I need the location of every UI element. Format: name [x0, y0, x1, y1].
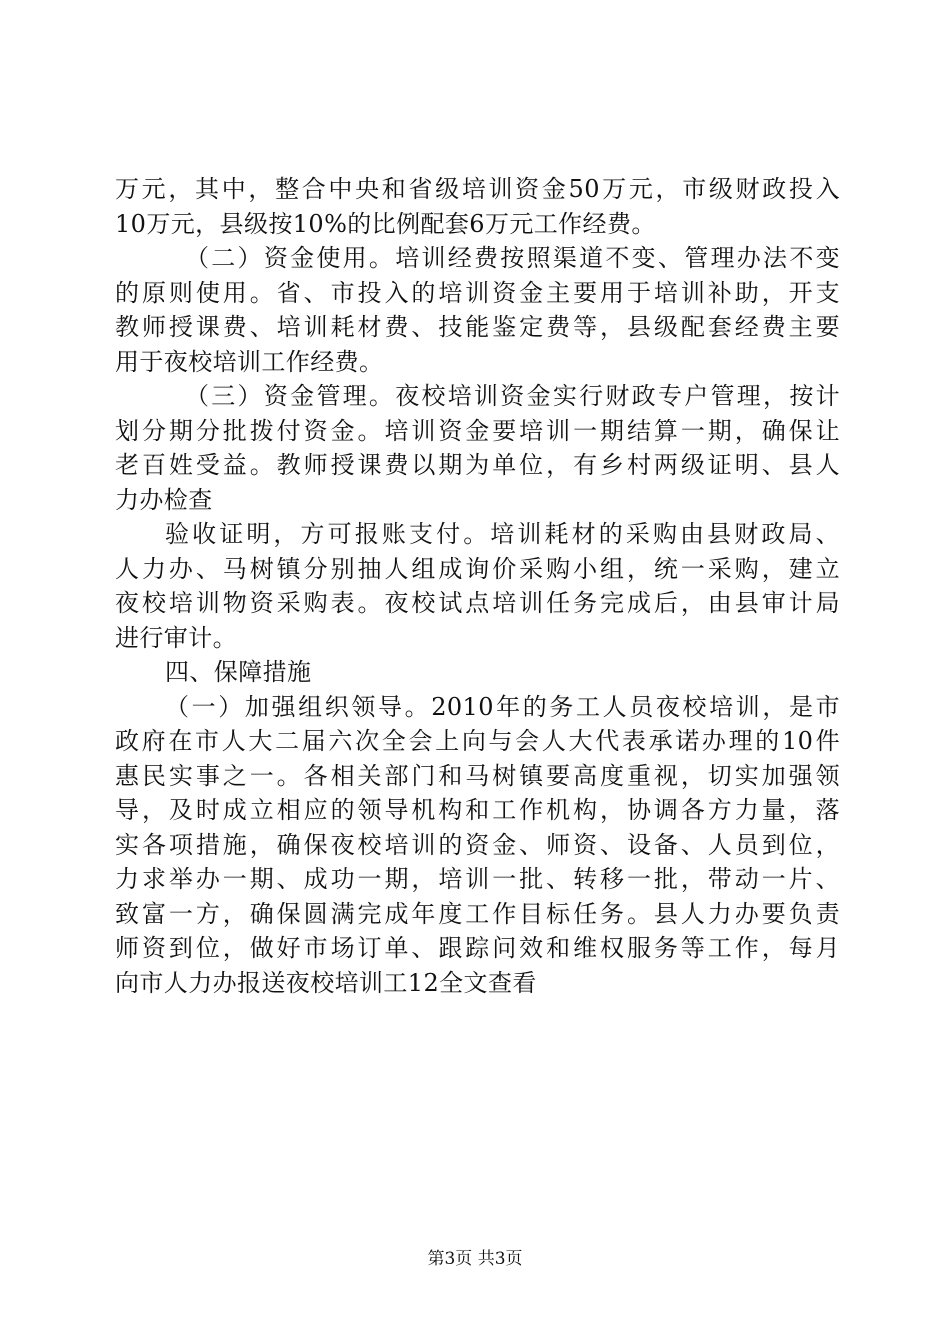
text-line: 向市人力办报送夜校培训工12全文查看	[115, 968, 537, 997]
text-line: 进行审计。	[115, 623, 237, 652]
text-line: 的原则使用。省、市投入的培训资金主要用于培训补助，开支	[115, 278, 840, 307]
text-line: 老百姓受益。教师授课费以期为单位，有乡村两级证明、县人	[115, 451, 840, 479]
page-number: 第3页 共3页	[427, 1249, 523, 1269]
text-line: 夜校培训物资采购表。夜校试点培训任务完成后，由县审计局	[115, 589, 840, 617]
document-body	[115, 172, 840, 1000]
text-line: 验收证明，方可报账支付。培训耗材的采购由县财政局、	[165, 520, 840, 548]
text-line: 10万元，县级按10%的比例配套6万元工作经费。	[115, 209, 656, 238]
text-line: 力办检查	[115, 485, 213, 514]
text-line: 人力办、马树镇分别抽人组成询价采购小组，统一采购，建立	[115, 554, 840, 583]
text-line: （一）加强组织领导。2010年的务工人员夜校培训，是市	[165, 692, 840, 721]
text-line: 力求举办一期、成功一期，培训一批、转移一批，带动一片、	[115, 865, 840, 893]
text-line: 用于夜校培训工作经费。	[115, 347, 384, 376]
text-line: 政府在市人大二届六次全会上向与会人大代表承诺办理的10件	[115, 727, 840, 755]
text-line: （三）资金管理。夜校培训资金实行财政专户管理，按计	[185, 382, 840, 410]
section-heading: 四、保障措施	[165, 658, 312, 686]
text-line: 万元，其中，整合中央和省级培训资金50万元，市级财政投入	[115, 175, 840, 203]
text-line: 致富一方，确保圆满完成年度工作目标任务。县人力办要负责	[115, 899, 840, 928]
text-line: 师资到位，做好市场订单、跟踪问效和维权服务等工作，每月	[115, 934, 840, 962]
text-line: 惠民实事之一。各相关部门和马树镇要高度重视，切实加强领	[115, 761, 840, 790]
text-line: （二）资金使用。培训经费按照渠道不变、管理办法不变	[185, 244, 840, 272]
text-line: 导，及时成立相应的领导机构和工作机构，协调各方力量，落	[115, 796, 840, 824]
text-line: 划分期分批拨付资金。培训资金要培训一期结算一期，确保让	[115, 416, 840, 445]
text-line: 教师授课费、培训耗材费、技能鉴定费等，县级配套经费主要	[115, 313, 840, 341]
text-line: 实各项措施，确保夜校培训的资金、师资、设备、人员到位，	[115, 830, 840, 859]
